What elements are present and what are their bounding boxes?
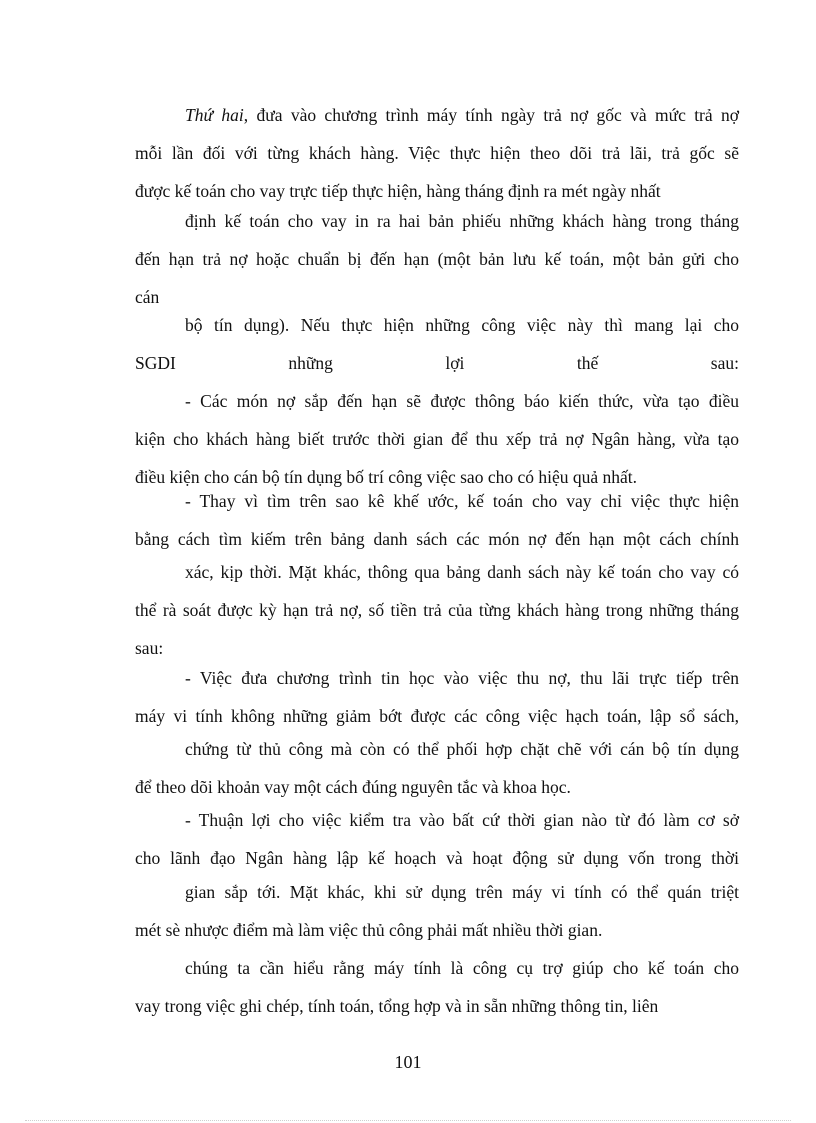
word: thế [576, 353, 599, 373]
text-line: chúng ta cần hiểu rằng máy tính là công cụ trợ giúp cho kế toán cho [185, 958, 739, 978]
italic-lead: Thứ hai [185, 105, 244, 125]
text-line: cán [135, 287, 160, 307]
footer-divider [25, 1120, 791, 1121]
word: những [288, 353, 333, 373]
paragraph [135, 801, 739, 877]
text-line: xác, kịp thời. Mặt khác, thông qua bảng danh sách này kế toán cho vay có [185, 562, 739, 582]
text-line: - Thuận lợi cho việc kiểm tra vào bất cứ thời gian nào từ đó làm cơ sở [185, 810, 739, 830]
text-line: sau: [135, 638, 164, 658]
paragraph [135, 306, 739, 496]
word: sau: [710, 353, 739, 373]
text-line: đến hạn trả nợ hoặc chuẩn bị đến hạn (một bản lưu kế toán, một bản gửi cho [135, 249, 739, 269]
paragraph [135, 949, 739, 1025]
text-line: định kế toán cho vay in ra hai bản phiếu những khách hàng trong tháng [185, 211, 739, 231]
text-line: chứng từ thủ công mà còn có thể phối hợp chặt chẽ với cán bộ tín dụng [185, 739, 739, 759]
spread-line [135, 344, 739, 382]
paragraph [135, 553, 739, 667]
word: lợi [445, 353, 465, 373]
text-line: mét sè nhược điểm mà làm việc thủ công phải mất nhiều thời gian. [135, 920, 603, 940]
paragraph [135, 482, 739, 558]
text-line: - Thay vì tìm trên sao kê khế ước, kế toán cho vay chỉ việc thực hiện [185, 491, 739, 511]
paragraph [135, 730, 739, 806]
paragraph [135, 202, 739, 316]
page-number: 101 [394, 1052, 422, 1072]
text-line: - Việc đưa chương trình tin học vào việc thu nợ, thu lãi trực tiếp trên [185, 668, 739, 688]
paragraph [135, 96, 739, 210]
text-line: - Các món nợ sắp đến hạn sẽ được thông báo kiến thức, vừa tạo điều [185, 391, 739, 411]
text-line: bằng cách tìm kiếm trên bảng danh sách các món nợ đến hạn một cách chính [135, 529, 739, 549]
text-line: cho lãnh đạo Ngân hàng lập kế hoạch và hoạt động sử dụng vốn trong thời [135, 848, 739, 868]
text-line: được kế toán cho vay trực tiếp thực hiện, hàng tháng định ra mét ngày nhất [135, 181, 661, 201]
text-line: Thứ hai, đưa vào chương trình máy tính ngày trả nợ gốc và mức trả nợ [185, 105, 740, 125]
text-line: mỗi lần đối với từng khách hàng. Việc thực hiện theo dõi trả lãi, trả gốc sẽ [135, 143, 739, 163]
text-line: vay trong việc ghi chép, tính toán, tổng hợp và in sẵn những thông tin, liên [135, 996, 659, 1016]
text-line: thể rà soát được kỳ hạn trả nợ, số tiền trả của từng khách hàng trong những tháng [135, 600, 739, 620]
paragraph [135, 659, 739, 735]
word: SGDI [135, 353, 176, 373]
text-line: điều kiện cho cán bộ tín dụng bố trí công việc sao cho có hiệu quả nhất. [135, 467, 638, 487]
text-line: máy vi tính không những giảm bớt được các công việc hạch toán, lập sổ sách, [135, 706, 739, 726]
text-line: để theo dõi khoản vay một cách đúng nguyên tắc và khoa học. [135, 777, 571, 797]
text-line: kiện cho khách hàng biết trước thời gian để thu xếp trả nợ Ngân hàng, vừa tạo [135, 429, 739, 449]
paragraph [135, 873, 739, 949]
text-line: gian sắp tới. Mặt khác, khi sử dụng trên máy vi tính có thể quán triệt [185, 882, 739, 902]
text-line: bộ tín dụng). Nếu thực hiện những công việc này thì mang lại cho [185, 315, 739, 335]
